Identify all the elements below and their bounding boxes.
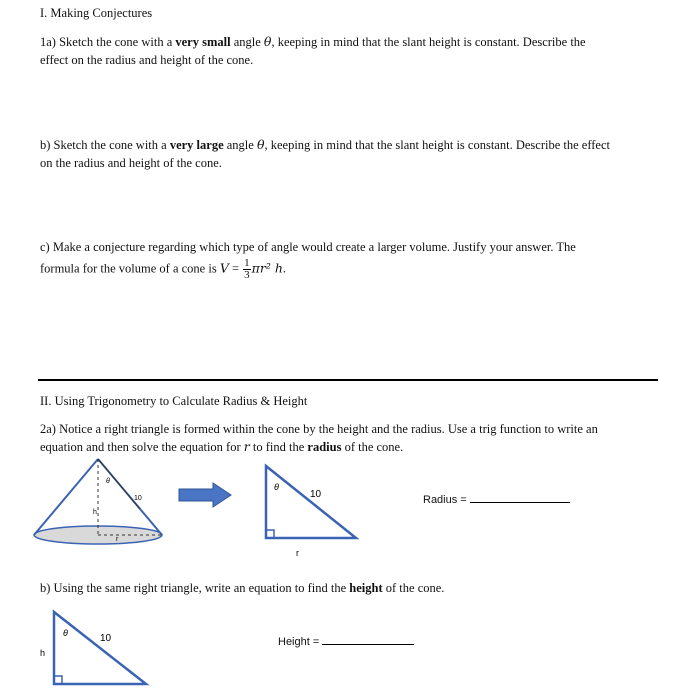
height-label: Height =: [278, 636, 323, 648]
question-1b: [40, 136, 670, 172]
triangle-b-shape: [54, 612, 146, 684]
section1-title: I. Making Conjectures: [40, 6, 153, 20]
radius-answer-blank[interactable]: [470, 501, 570, 503]
q1b-text: b) Sketch the cone with a: [40, 138, 170, 152]
q2a-var-r: r: [243, 439, 250, 454]
radius-label: Radius =: [423, 494, 470, 506]
q1a-bold: very small: [175, 35, 231, 49]
q2a-bold: radius: [307, 440, 342, 454]
height-answer-blank[interactable]: [322, 643, 414, 645]
q2a-mid: to find the: [249, 440, 308, 454]
fraction-denominator: 3: [244, 269, 250, 281]
triangle-b-hyp-label: 10: [100, 633, 112, 644]
section-divider: [38, 379, 658, 381]
cone-slant-label: 10: [134, 495, 142, 502]
q1b-line2: on the radius and height of the cone.: [40, 156, 222, 170]
q1b-mid: angle: [223, 138, 257, 152]
q2b-bold: height: [349, 581, 383, 595]
triangle-a-theta: θ: [274, 482, 279, 492]
question-2a: [40, 420, 670, 456]
q2b-suffix: of the cone.: [382, 581, 445, 595]
right-triangle-radius: [258, 462, 368, 562]
triangle-b-side-label: h: [40, 648, 46, 658]
q1b-bold: very large: [169, 138, 224, 152]
cone-radius-label: r: [116, 536, 119, 543]
right-arrow-icon: [177, 481, 233, 509]
q1a-line2: effect on the radius and height of the cone.: [40, 53, 254, 67]
triangle-b-theta: θ: [63, 628, 68, 638]
radius-answer: [423, 494, 570, 506]
formula-fraction: [243, 258, 251, 281]
question-1c: [40, 238, 670, 256]
q2a-line1: 2a) Notice a right triangle is formed within the cone by the height and the radius. Use a trig function to write an: [40, 422, 598, 436]
q1c-line1: c) Make a conjecture regarding which type of angle would create a larger volume. Justify your answer. The: [40, 240, 576, 254]
triangle-a-base-label: r: [296, 548, 299, 558]
question-1a: [40, 33, 660, 69]
q1b-suffix: , keeping in mind that the slant height is constant. Describe the effect: [264, 138, 610, 152]
cone-height-label: h: [93, 509, 97, 516]
formula-rest: πr² h: [251, 260, 283, 276]
q2a-suffix: of the cone.: [341, 440, 404, 454]
cone-left-edge: [34, 459, 98, 535]
cone-diagram: [30, 455, 170, 550]
formula-end: .: [282, 261, 287, 276]
triangle-a-hyp-label: 10: [310, 489, 322, 500]
cone-theta-label: θ: [106, 478, 110, 485]
q1b-theta: θ: [256, 137, 265, 152]
q1a-mid: angle: [230, 35, 264, 49]
right-triangle-height: [36, 608, 154, 692]
triangle-a-shape: [266, 466, 356, 538]
question-2b: [40, 579, 670, 597]
height-answer: [278, 636, 414, 648]
formula-eq: =: [228, 261, 243, 276]
q2a-line2: equation and then solve the equation for: [40, 440, 244, 454]
formula-v: V: [219, 260, 229, 276]
q1a-text: 1a) Sketch the cone with a: [40, 35, 176, 49]
q1a-suffix: , keeping in mind that the slant height is constant. Describe the: [271, 35, 586, 49]
q2b-text: b) Using the same right triangle, write an equation to find the: [40, 581, 350, 595]
section2-title: II. Using Trigonometry to Calculate Radius & Height: [40, 394, 308, 408]
question-1c-formula-line: [40, 258, 670, 281]
fraction-numerator: 1: [244, 257, 250, 269]
q1a-theta: θ: [263, 34, 272, 49]
q1c-line2: formula for the volume of a cone is: [40, 261, 220, 276]
